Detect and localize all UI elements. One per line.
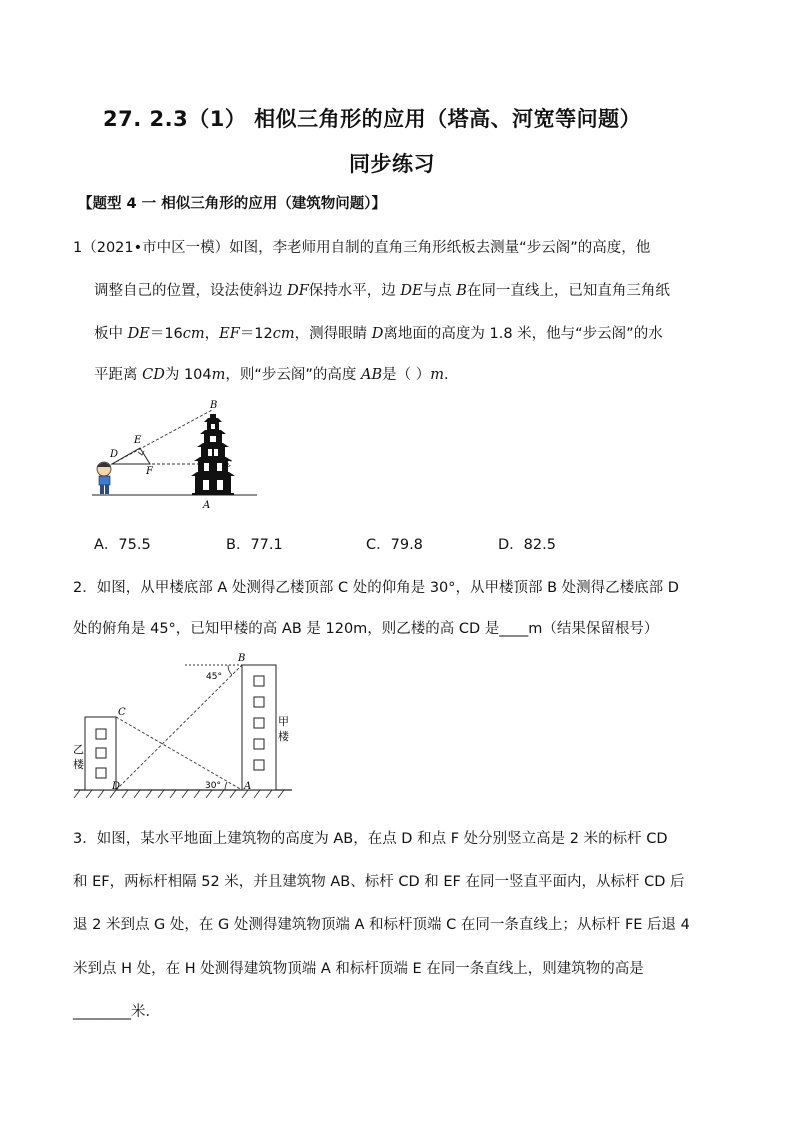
boy-figure: [97, 462, 111, 494]
q2-line-CA: [116, 717, 242, 790]
q3-line3: 退 2 米到点 G 处，在 G 处测得建筑物顶端 A 和标杆顶端 C 在同一条直线上；从标杆 FE 后退 4: [73, 917, 690, 933]
angle-30-arc: [225, 782, 227, 790]
angle-30-label: 30°: [205, 781, 221, 791]
q1-option-c[interactable]: C．79.8: [366, 537, 423, 553]
page-subtitle: 同步练习: [349, 152, 435, 176]
q1-line2: 调整自己的位置，设法使斜边 DF保持水平，边 DE与点 B在同一直线上，已知直角三角纸: [94, 283, 670, 299]
type-heading: 【题型 4 一 相似三角形的应用（建筑物问题）】: [78, 196, 386, 212]
label-jia-1: 甲: [278, 715, 289, 728]
q1-label-C: C: [224, 459, 232, 470]
q1-label-A: A: [203, 500, 211, 511]
q1-figure: [82, 396, 262, 514]
q1-label-D: D: [110, 449, 119, 460]
q2-ground-hatching: [74, 790, 284, 798]
angle-45-label: 45°: [206, 672, 222, 682]
q3-line5: ________米．: [73, 1004, 160, 1020]
q1-option-d[interactable]: D．82.5: [498, 537, 556, 553]
q1-line1: 1（2021•市中区一模）如图，李老师用自制的直角三角形纸板去测量“步云阁”的高度，他: [73, 240, 651, 256]
q3-line1: 3．如图，某水平地面上建筑物的高度为 AB，在点 D 和点 F 处分别竖立高是 2 米的标杆 CD: [73, 831, 668, 847]
q2-line1: 2．如图，从甲楼底部 A 处测得乙楼顶部 C 处的仰角是 30°，从甲楼顶部 B 处测得乙楼底部 D: [73, 580, 679, 596]
q1-option-b[interactable]: B．77.1: [226, 537, 283, 553]
q1-label-F: F: [146, 466, 153, 477]
q2-label-A: A: [244, 781, 252, 792]
label-yi-2: 楼: [73, 758, 84, 771]
angle-45-arc: [228, 665, 232, 675]
q2-figure: [70, 650, 298, 802]
page-title: 27. 2.3（1） 相似三角形的应用（塔高、河宽等问题）: [103, 107, 642, 131]
label-jia-2: 楼: [278, 730, 289, 743]
pagoda: [191, 414, 235, 495]
q3-answer-blank[interactable]: ________: [73, 1004, 131, 1020]
q2-label-C: C: [118, 707, 126, 718]
q3-line4: 米到点 H 处，在 H 处测得建筑物顶端 A 和标杆顶端 E 在同一条直线上，则建筑物的高是: [73, 961, 644, 977]
q2-label-D: D: [112, 781, 121, 792]
q2-label-B: B: [238, 653, 246, 664]
building-yi: [85, 717, 116, 790]
q2-line2: 处的俯角是 45°，已知甲楼的高 AB 是 120m，则乙楼的高 CD 是____m（结果保留根号）: [73, 621, 659, 637]
q1-right-angle-mark: [138, 451, 144, 455]
q3-line2: 和 EF，两标杆相隔 52 米，并且建筑物 AB、标杆 CD 和 EF 在同一竖直平面内，从标杆 CD 后: [73, 874, 685, 890]
q1-line4: 平距离 CD为 104m，则“步云阁”的高度 AB是（ ）m．: [94, 367, 459, 383]
q1-option-a[interactable]: A．75.5: [94, 537, 151, 553]
label-yi-1: 乙: [73, 743, 84, 756]
q1-line3: 板中 DE＝16cm，EF＝12cm，测得眼睛 D离地面的高度为 1.8 米，他与“步云阁”的水: [94, 326, 663, 342]
q1-label-B: B: [210, 400, 218, 411]
q1-label-E: E: [134, 435, 142, 446]
